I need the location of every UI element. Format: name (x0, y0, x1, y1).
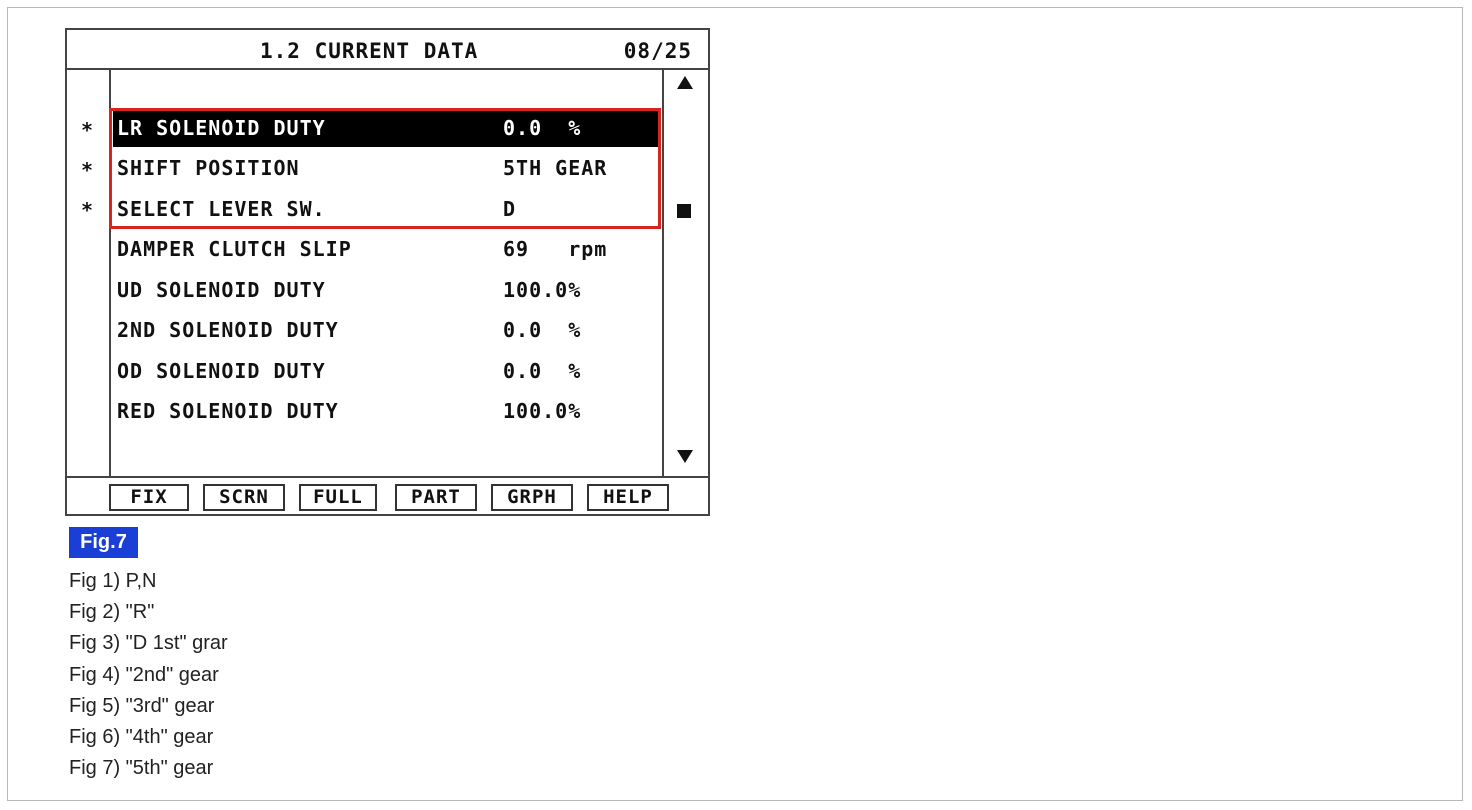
row-label: DAMPER CLUTCH SLIP (117, 237, 352, 261)
marker-column (67, 70, 111, 476)
scrn-button[interactable]: SCRN (203, 484, 285, 511)
function-key-bar (67, 476, 708, 514)
caption-line: Fig 4) "2nd" gear (69, 664, 219, 686)
row-value: 0.0 % (503, 318, 582, 342)
caption-line: Fig 2) "R" (69, 601, 155, 623)
help-button[interactable]: HELP (587, 484, 669, 511)
data-row-lr-solenoid-duty[interactable] (113, 110, 660, 147)
data-row-damper-clutch-slip[interactable] (113, 231, 660, 268)
caption-line: Fig 6) "4th" gear (69, 726, 214, 748)
row-value: D (503, 197, 517, 221)
data-row-select-lever-sw[interactable] (113, 191, 660, 228)
screen-title: 1.2 CURRENT DATA (260, 39, 479, 63)
scroll-down-icon[interactable] (677, 450, 693, 463)
fixed-marker: * (81, 158, 94, 182)
fix-button[interactable]: FIX (109, 484, 189, 511)
data-row-od-solenoid-duty[interactable] (113, 353, 660, 390)
part-button[interactable]: PART (395, 484, 477, 511)
row-label: 2ND SOLENOID DUTY (117, 318, 339, 342)
row-value: 100.0% (503, 278, 582, 302)
scan-tool-screen (65, 28, 710, 516)
row-label: SHIFT POSITION (117, 156, 300, 180)
row-value: 0.0 % (503, 359, 582, 383)
caption-line: Fig 7) "5th" gear (69, 757, 214, 779)
caption-line: Fig 3) "D 1st" grar (69, 632, 228, 654)
fixed-marker: * (81, 118, 94, 142)
row-label: UD SOLENOID DUTY (117, 278, 326, 302)
caption-line: Fig 1) P,N (69, 570, 157, 592)
scrollbar[interactable] (662, 70, 708, 476)
scroll-thumb[interactable] (677, 204, 691, 218)
figure-badge: Fig.7 (69, 527, 138, 558)
fixed-marker: * (81, 198, 94, 222)
row-label: RED SOLENOID DUTY (117, 399, 339, 423)
data-row-2nd-solenoid-duty[interactable] (113, 312, 660, 349)
row-label: LR SOLENOID DUTY (117, 116, 326, 140)
full-button[interactable]: FULL (299, 484, 377, 511)
scroll-up-icon[interactable] (677, 76, 693, 89)
row-value: 0.0 % (503, 116, 582, 140)
row-value: 5TH GEAR (503, 156, 608, 180)
caption-line: Fig 5) "3rd" gear (69, 695, 215, 717)
data-row-red-solenoid-duty[interactable] (113, 393, 660, 430)
data-row-ud-solenoid-duty[interactable] (113, 272, 660, 309)
grph-button[interactable]: GRPH (491, 484, 573, 511)
row-value: 100.0% (503, 399, 582, 423)
page-counter: 08/25 (623, 39, 692, 63)
row-label: SELECT LEVER SW. (117, 197, 326, 221)
data-row-shift-position[interactable] (113, 150, 660, 187)
row-label: OD SOLENOID DUTY (117, 359, 326, 383)
row-value: 69 rpm (503, 237, 608, 261)
title-bar (67, 30, 708, 70)
